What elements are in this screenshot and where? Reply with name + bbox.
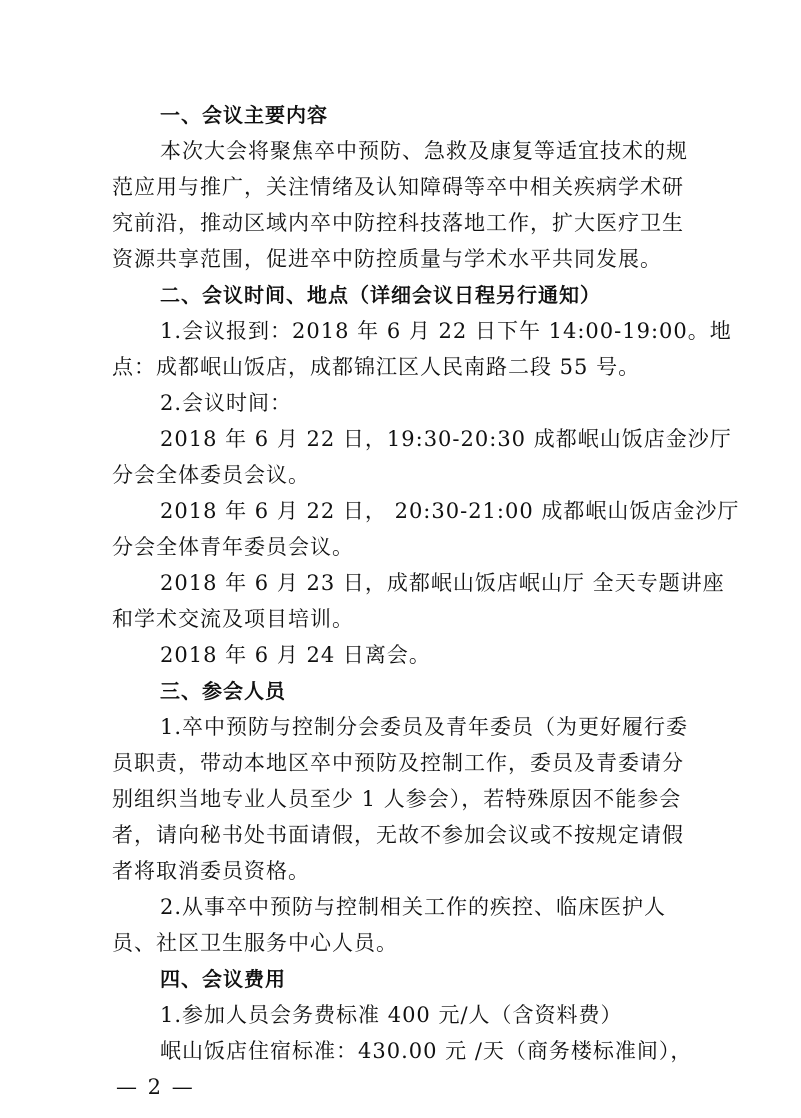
section3-item1-line-3: 别组织当地专业人员至少 1 人参会），若特殊原因不能参会 — [112, 787, 682, 811]
section1-line-2: 范应用与推广，关注情绪及认知障碍等卒中相关疾病学术研 — [112, 175, 684, 199]
section3-item1-line-2: 员职责，带动本地区卒中预防及控制工作，委员及青委请分 — [112, 751, 684, 775]
section1-line-1: 本次大会将聚焦卒中预防、急救及康复等适宜技术的规 — [160, 139, 688, 163]
schedule1-line-2: 分会全体委员会议。 — [112, 463, 310, 487]
section3-item1-line-4: 者，请向秘书处书面请假，无故不参加会议或不按规定请假 — [112, 823, 684, 847]
section1-line-3: 究前沿，推动区域内卒中防控科技落地工作，扩大医疗卫生 — [112, 211, 684, 235]
page-number: — 2 — — [116, 1075, 195, 1099]
schedule3-line-1: 2018 年 6 月 23 日，成都岷山饭店岷山厅 全天专题讲座 — [160, 571, 725, 595]
section3-item1-line-5: 者将取消委员资格。 — [112, 859, 310, 883]
section2-item1-line-2: 点：成都岷山饭店，成都锦江区人民南路二段 55 号。 — [112, 355, 641, 379]
section2-item1-line-1: 1.会议报到：2018 年 6 月 22 日下午 14:00-19:00。地 — [160, 319, 732, 343]
section3-item2-line-1: 2.从事卒中预防与控制相关工作的疾控、临床医护人 — [160, 895, 667, 919]
section4-heading: 四、会议费用 — [160, 967, 286, 991]
section4-item1: 1.参加人员会务费标准 400 元/人（含资料费） — [160, 1003, 623, 1027]
section2-item2-title: 2.会议时间： — [160, 391, 293, 415]
section3-heading: 三、参会人员 — [160, 679, 286, 703]
section2-heading: 二、会议时间、地点（详细会议日程另行通知） — [160, 283, 601, 307]
schedule4: 2018 年 6 月 24 日离会。 — [160, 643, 431, 667]
schedule2-line-2: 分会全体青年委员会议。 — [112, 535, 354, 559]
schedule3-line-2: 和学术交流及项目培训。 — [112, 607, 354, 631]
section1-line-4: 资源共享范围，促进卒中防控质量与学术水平共同发展。 — [112, 247, 662, 271]
schedule1-line-1: 2018 年 6 月 22 日，19:30-20:30 成都岷山饭店金沙厅 — [160, 427, 732, 451]
section4-item2: 岷山饭店住宿标准：430.00 元 /天（商务楼标准间）， — [160, 1039, 693, 1063]
section1-heading: 一、会议主要内容 — [160, 103, 328, 127]
section3-item1-line-1: 1.卒中预防与控制分会委员及青年委员（为更好履行委 — [160, 715, 689, 739]
section3-item2-line-2: 员、社区卫生服务中心人员。 — [112, 931, 398, 955]
schedule2-line-1: 2018 年 6 月 22 日， 20:30-21:00 成都岷山饭店金沙厅 — [160, 499, 740, 523]
